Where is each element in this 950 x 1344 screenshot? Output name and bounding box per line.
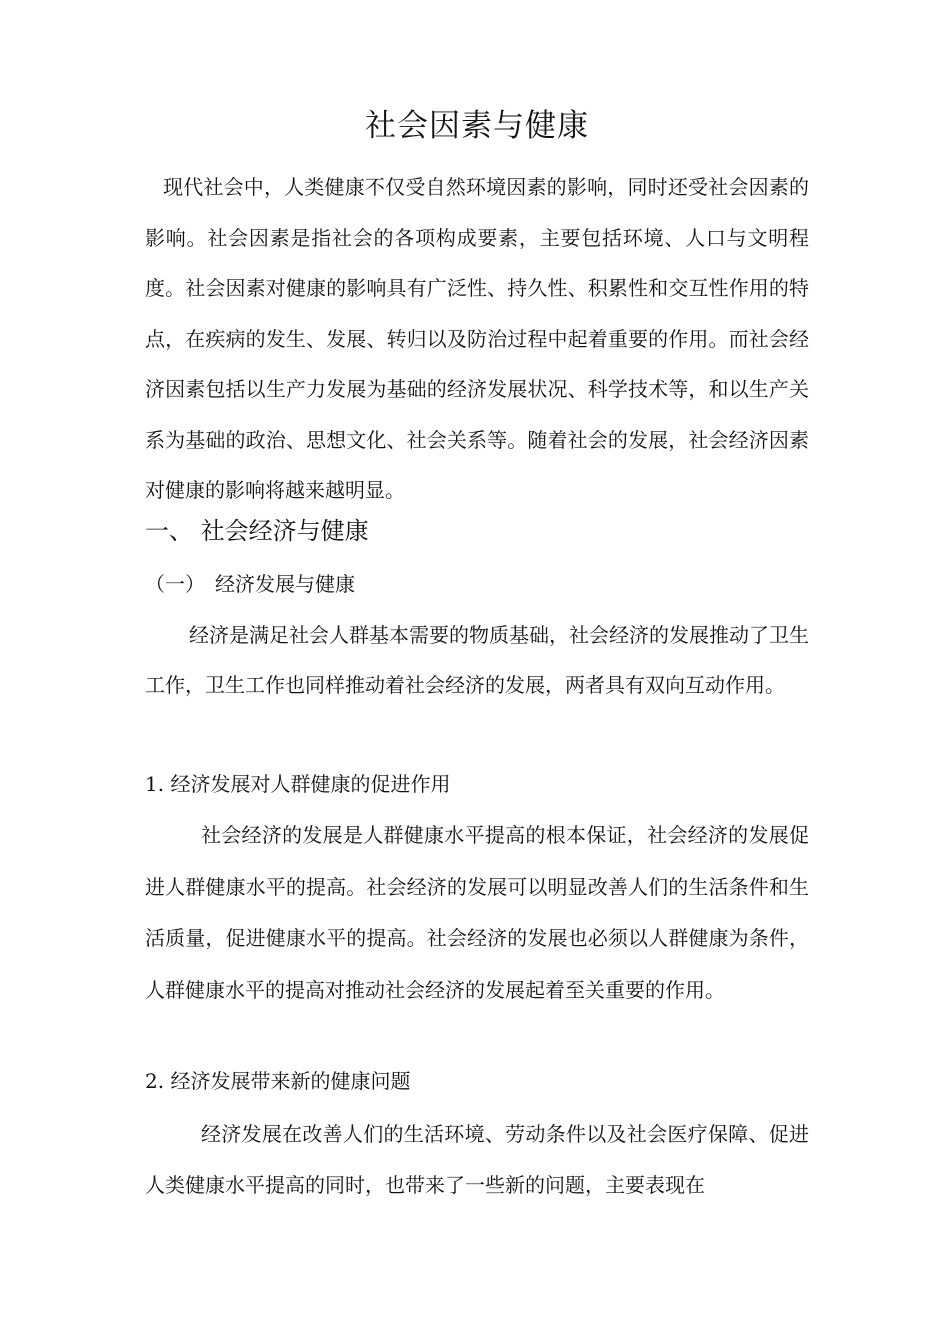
document-title: 社会因素与健康	[365, 108, 589, 144]
subsection-heading: （一） 经济发展与健康	[145, 572, 355, 596]
intro-paragraph: 现代社会中，人类健康不仅受自然环境因素的影响，同时还受社会因素的影响。社会因素是指社会的各项构成要素，主要包括环境、人口与文明程度。社会因素对健康的影响具有广泛性、持久性、积累性和交互性作用的特点，在疾病的发生、发展、转归以及防治过程中起着重要的作用。而社会经济因素包括以生产力发展为基础的经济发展状况、科学技术等，和以生产关系为基础的政治、思想文化、社会关系等。随着社会的发展，社会经济因素对健康的影响将越来越明显。	[145, 175, 809, 502]
item-heading-1: 1. 经济发展对人群健康的促进作用	[145, 772, 451, 796]
item-paragraph-1: 社会经济的发展是人群健康水平提高的根本保证，社会经济的发展促进人群健康水平的提高。社会经济的发展可以明显改善人们的生活条件和生活质量，促进健康水平的提高。社会经济的发展也必须以人群健康为条件，人群健康水平的提高对推动社会经济的发展起着至关重要的作用。	[145, 823, 809, 1002]
item-paragraph-2: 经济发展在改善人们的生活环境、劳动条件以及社会医疗保障、促进人类健康水平提高的同时，也带来了一些新的问题，主要表现在	[145, 1122, 809, 1197]
subsection-paragraph: 经济是满足社会人群基本需要的物质基础，社会经济的发展推动了卫生工作，卫生工作也同样推动着社会经济的发展，两者具有双向互动作用。	[145, 623, 809, 697]
section-heading: 一、 社会经济与健康	[145, 517, 369, 545]
item-heading-2: 2. 经济发展带来新的健康问题	[145, 1069, 411, 1093]
